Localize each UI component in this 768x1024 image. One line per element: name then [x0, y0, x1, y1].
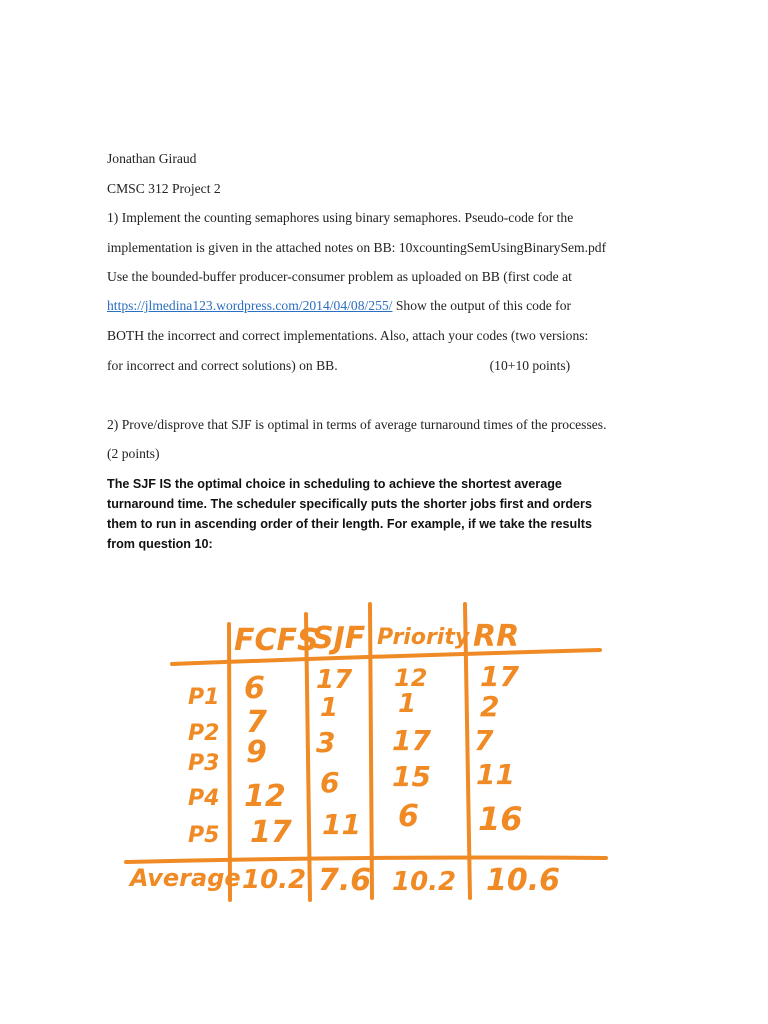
course-title: CMSC 312 Project 2	[107, 181, 221, 196]
cell-p3-sjf: 3	[316, 726, 336, 759]
column-header-rr: RR	[473, 619, 520, 654]
average-priority: 10.2	[392, 867, 457, 897]
question2-line1: 2) Prove/disprove that SJF is optimal in terms of average turnaround times of the processes.	[107, 417, 607, 432]
average-rr: 10.6	[486, 863, 561, 898]
cell-p1-priority: 12	[394, 664, 428, 692]
table-column-rule-3	[370, 604, 372, 898]
cell-p3-fcfs: 9	[246, 735, 267, 770]
question1-line2: implementation is given in the attached notes on BB: 10xcountingSemUsingBinarySem.pdf	[107, 240, 607, 255]
row-label-p5: P5	[188, 823, 220, 848]
average-label: Average	[130, 864, 241, 892]
row-label-p2: P2	[188, 721, 220, 746]
cell-p4-priority: 15	[392, 760, 431, 793]
cell-p1-sjf: 17	[316, 665, 353, 695]
table-footer-rule	[126, 858, 606, 863]
question1-line5: BOTH the incorrect and correct implementations. Also, attach your codes (two versions:	[107, 328, 589, 343]
wordpress-link[interactable]: https://jlmedina123.wordpress.com/2014/04/08/255/	[107, 298, 393, 313]
cell-p5-sjf: 11	[322, 808, 361, 841]
table-column-rule-1	[229, 624, 230, 900]
cell-p3-priority: 17	[392, 724, 431, 757]
average-sjf: 7.6	[318, 863, 372, 898]
answer-line4: from question 10:	[107, 537, 213, 551]
cell-p5-rr: 16	[478, 800, 523, 838]
column-header-sjf: SJF	[312, 621, 366, 656]
cell-p1-rr: 17	[480, 660, 519, 693]
cell-p1-fcfs: 6	[244, 671, 265, 706]
cell-p4-rr: 11	[476, 758, 515, 791]
cell-p2-sjf: 1	[320, 693, 339, 723]
question2-points: (2 points)	[107, 446, 160, 461]
question1-line6-text: for incorrect and correct solutions) on BB.	[107, 358, 338, 373]
row-label-p1: P1	[188, 685, 220, 710]
cell-p4-fcfs: 12	[244, 779, 286, 814]
cell-p2-rr: 2	[480, 690, 500, 723]
cell-p3-rr: 7	[474, 724, 494, 757]
answer-line3: them to run in ascending order of their length. For example, if we take the results	[107, 517, 592, 531]
cell-p5-priority: 6	[398, 799, 419, 834]
answer-line2: turnaround time. The scheduler specifically puts the shorter jobs first and orders	[107, 497, 592, 511]
column-header-fcfs: FCFS	[234, 623, 319, 658]
average-fcfs: 10.2	[242, 865, 307, 895]
answer-line1: The SJF IS the optimal choice in scheduling to achieve the shortest average	[107, 477, 562, 491]
question1-line3: Use the bounded-buffer producer-consumer problem as uploaded on BB (first code at	[107, 269, 572, 284]
cell-p2-priority: 1	[398, 689, 417, 719]
question1-line4-rest: Show the output of this code for	[392, 298, 572, 313]
column-header-priority: Priority	[377, 625, 470, 650]
question1-line1: 1) Implement the counting semaphores using binary semaphores. Pseudo-code for the	[107, 210, 574, 225]
row-label-p3: P3	[188, 751, 220, 776]
cell-p5-fcfs: 17	[250, 815, 292, 850]
author-name: Jonathan Giraud	[107, 151, 197, 166]
question1-points: (10+10 points)	[489, 358, 571, 373]
cell-p4-sjf: 6	[320, 766, 340, 799]
row-label-p4: P4	[188, 786, 220, 811]
cell-p2-fcfs: 7	[246, 705, 267, 740]
